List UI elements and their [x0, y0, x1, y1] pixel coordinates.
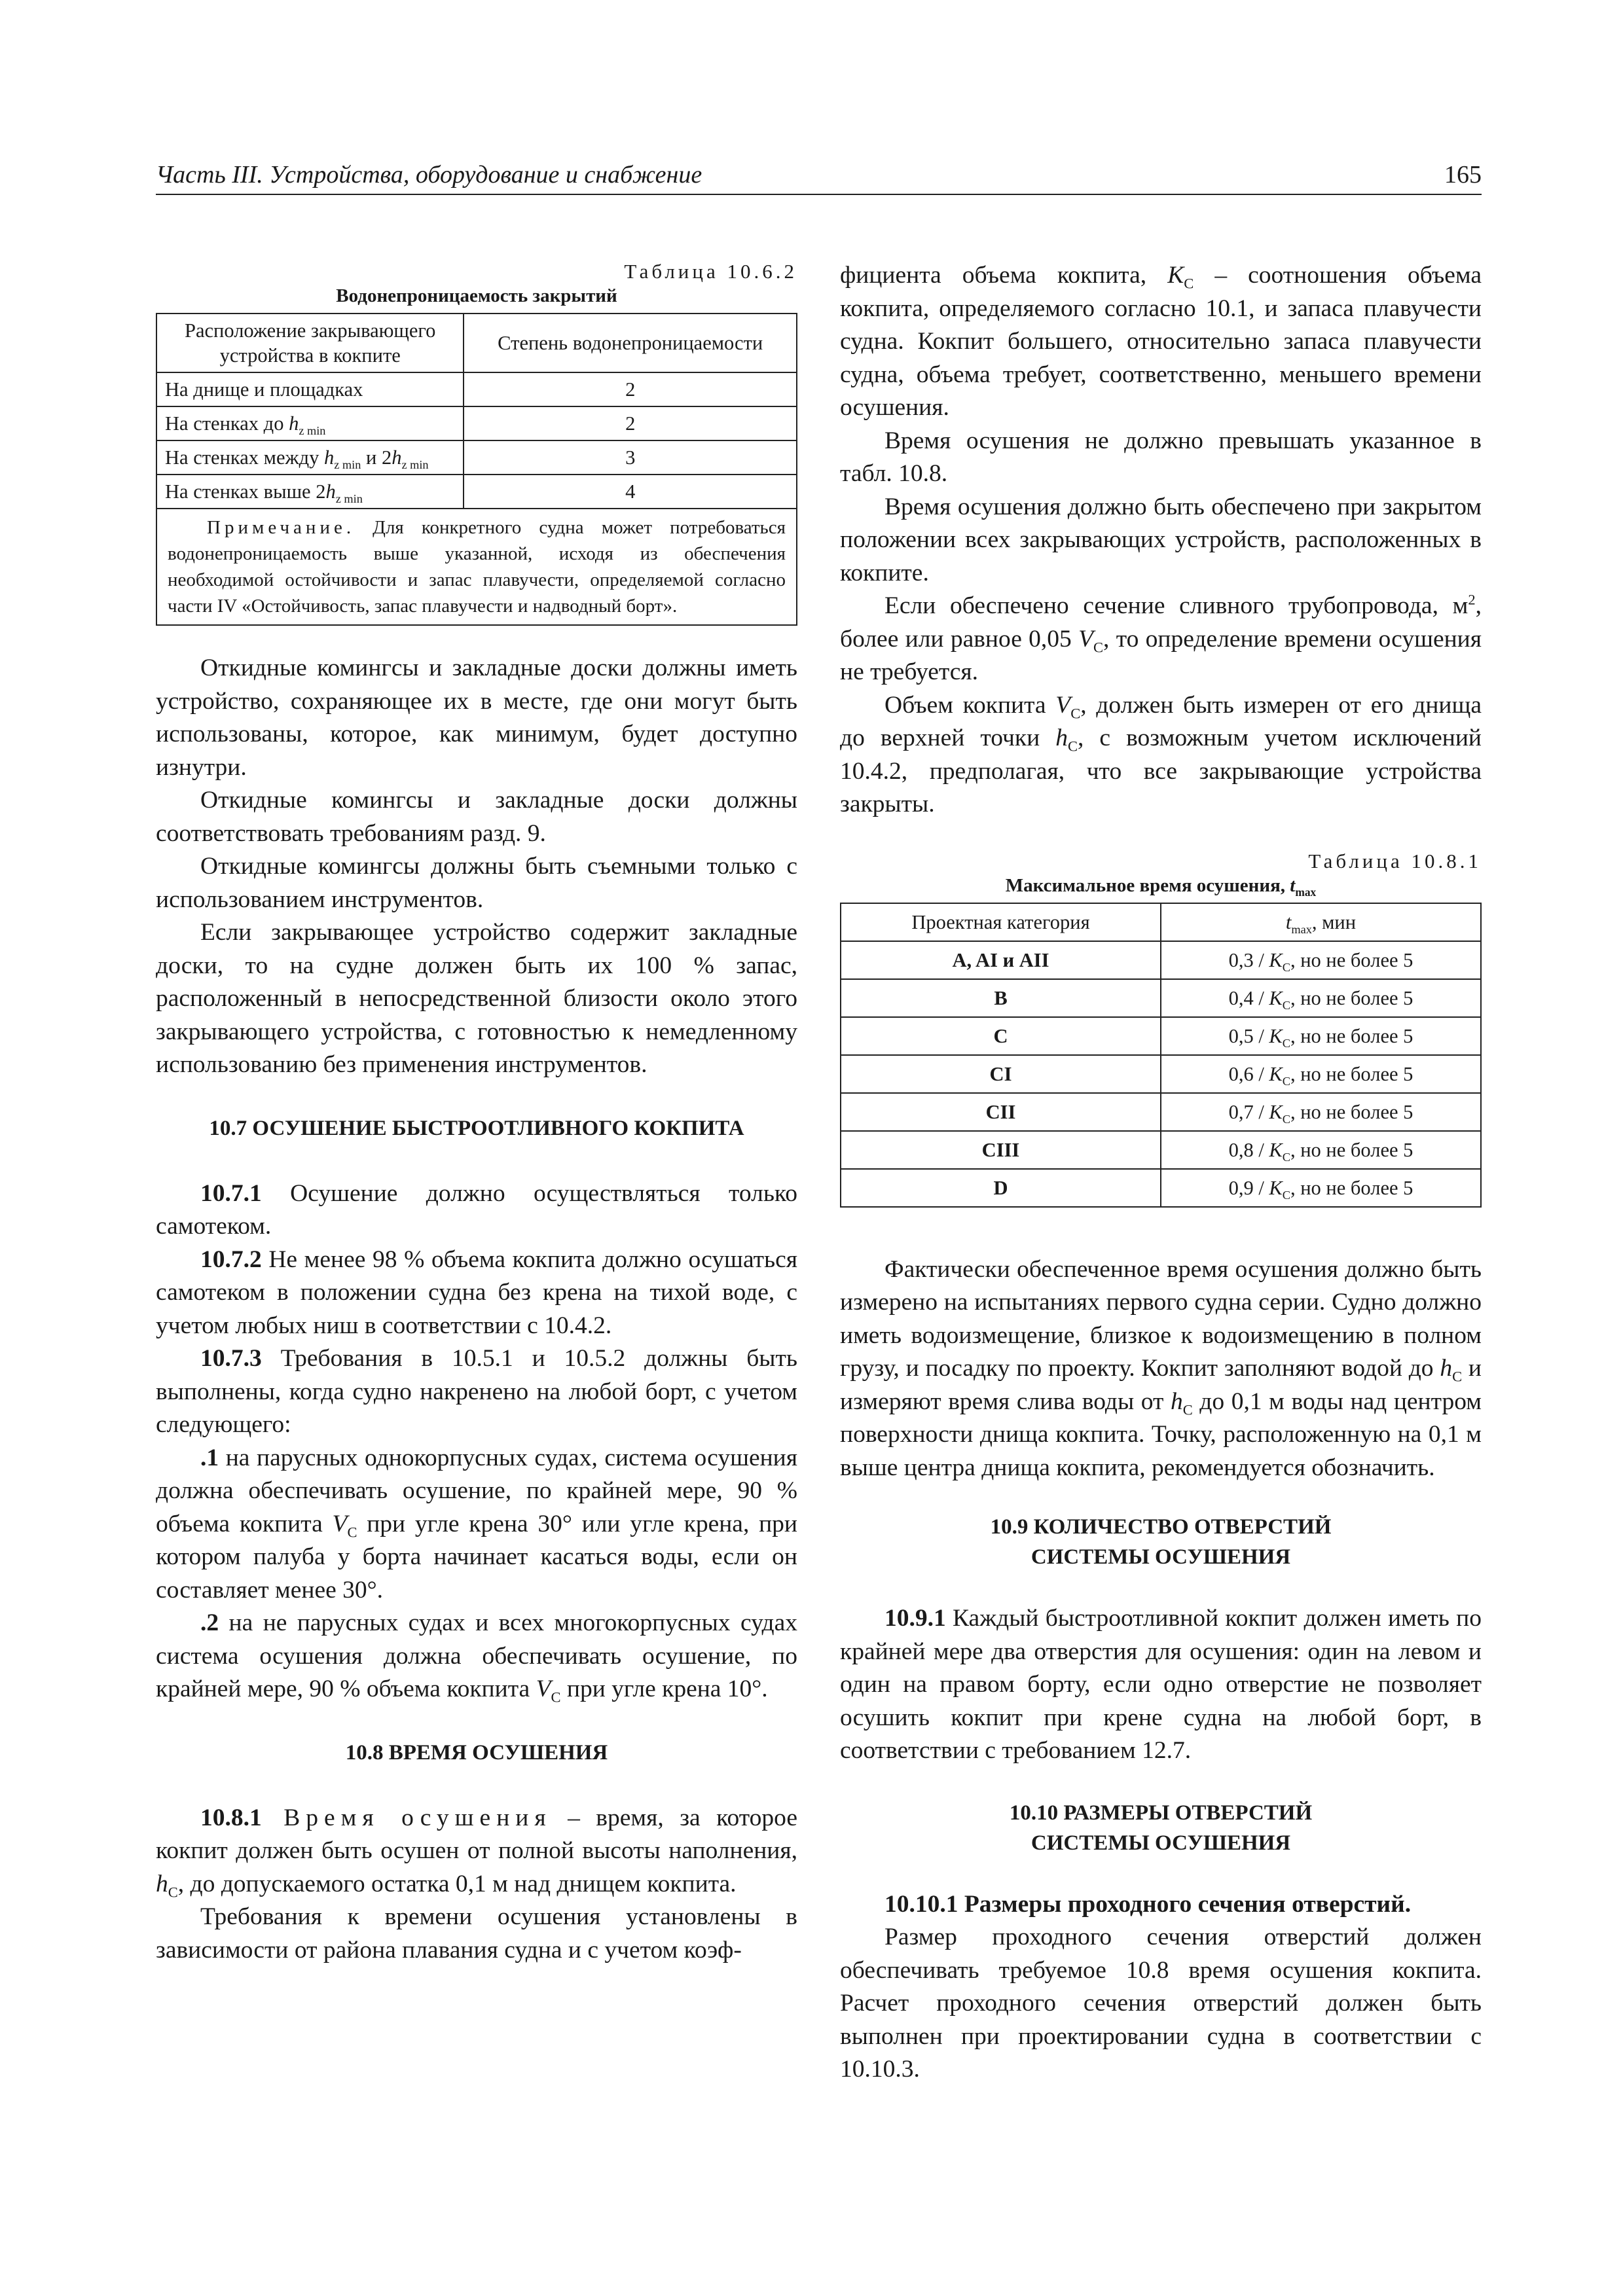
section-heading-10-9: 10.9 КОЛИЧЕСТВО ОТВЕРСТИЙ СИСТЕМЫ ОСУШЕНИЯ: [990, 1515, 1332, 1569]
location-cell: На стенках до $h_{z min}$: [156, 406, 464, 440]
table-row: [156, 372, 797, 406]
column-header: Расположение закрывающего устройства в кокпите: [156, 314, 464, 372]
table-row: [156, 475, 797, 509]
category-cell: CIII: [841, 1131, 1161, 1169]
table-row: [841, 979, 1481, 1017]
table-title: Водонепроницаемость закрытий: [336, 285, 617, 306]
page-number: 165: [1444, 161, 1482, 188]
watertightness-table: [156, 313, 797, 626]
paragraph: Время осушения не должно превышать указанное в табл. 10.8.: [840, 427, 1482, 487]
table-row: [841, 941, 1481, 979]
max-drain-time-table: [840, 903, 1482, 1208]
section-heading-10-10: 10.10 РАЗМЕРЫ ОТВЕРСТИЙ СИСТЕМЫ ОСУШЕНИЯ: [1009, 1801, 1313, 1855]
table-header-row: [156, 314, 797, 372]
category-cell: CI: [841, 1055, 1161, 1093]
table-row: [841, 1131, 1481, 1169]
degree-cell: 2: [464, 406, 797, 440]
category-cell: CII: [841, 1093, 1161, 1131]
degree-cell: 3: [464, 440, 797, 475]
location-cell: На стенках между $h_{z min}$ и $2h_{z min}$: [156, 440, 464, 475]
left-column: [156, 259, 797, 1967]
running-title: Часть III. Устройства, оборудование и снабжение: [156, 161, 702, 188]
header-rule: [156, 194, 1482, 195]
time-cell: $0,4 / K_C$, но не более 5: [1161, 979, 1481, 1017]
paragraph: Размер проходного сечения отверстий должен обеспечивать требуемое 10.8 время осушения кокпита. Расчет проходного сечения отверстий должен быть выполнен при проектировании судна в соответствии с 10.10.3.: [840, 1924, 1482, 2083]
degree-cell: 4: [464, 475, 797, 509]
paragraph: Объем кокпита $V_C$, должен быть измерен от его днища до верхней точки $h_C$, с возможным учетом исключений 10.4.2, предполагая, что все закрывающие устройства закрыты.: [840, 691, 1482, 817]
location-cell: На стенках выше $2h_{z min}$: [156, 475, 464, 509]
list-item-2: .2 на не парусных судах и всех многокорпусных судах система осушения должна обеспечивать осушение, по крайней мере, 90 % объема кокпита $V_C$ при угле крена 10°.: [156, 1609, 797, 1706]
table-note-row: [156, 509, 797, 625]
category-cell: A, AI и AII: [841, 941, 1161, 979]
table-caption: Таблица 10.8.1: [1308, 849, 1482, 872]
paragraph-continued: фициента объема кокпита, $K_C$ – соотношения объема кокпита, определяемого согласно 10.1, и запаса плавучести судна. Кокпит большего, относительно запаса плавучести судна, объема требует, соответственно, меньшего времени осушения.: [840, 262, 1482, 421]
clause-10-7-1: 10.7.1 Осушение должно осуществляться только самотеком.: [156, 1179, 797, 1240]
category-cell: D: [841, 1169, 1161, 1207]
clause-10-7-3: 10.7.3 Требования в 10.5.1 и 10.5.2 должны быть выполнены, когда судно накренено на любой борт, с учетом следующего:: [156, 1345, 797, 1438]
column-header: Проектная категория: [841, 903, 1161, 941]
table-caption: Таблица 10.6.2: [624, 260, 797, 283]
paragraph: Если обеспечено сечение сливного трубопровода, $м^2$, более или равное 0,05 $V_C$, то определение времени осушения не требуется.: [840, 591, 1482, 685]
clause-10-10-1-heading: 10.10.1 Размеры проходного сечения отверстий.: [884, 1890, 1412, 1918]
time-cell: $0,6 / K_C$, но не более 5: [1161, 1055, 1481, 1093]
category-cell: C: [841, 1017, 1161, 1055]
page-header: [156, 154, 1482, 195]
clause-10-9-1: 10.9.1 Каждый быстроотливной кокпит должен иметь по крайней мере два отверстия для осушения: один на левом и один на правом борту, если одно отверстие не позволяет осушить кокпит при крене судна на любой борт, в соответствии с требованием 12.7.: [840, 1605, 1482, 1764]
table-row: [841, 1169, 1481, 1207]
degree-cell: 2: [464, 372, 797, 406]
time-cell: $0,5 / K_C$, но не более 5: [1161, 1017, 1481, 1055]
paragraph: Откидные комингсы и закладные доски должны иметь устройство, сохраняющее их в месте, где они могут быть использованы, которое, как минимум, будет доступно изнутри.: [156, 655, 797, 781]
table-note: [156, 509, 797, 625]
table-row: [841, 1093, 1481, 1131]
paragraph: Если закрывающее устройство содержит закладные доски, то на судне должен быть их 100 % запас, расположенный в непосредственной близости около этого закрывающего устройства, с готовностью к немедленному использованию без применения инструментов.: [156, 919, 797, 1078]
paragraph: Время осушения должно быть обеспечено при закрытом положении всех закрывающих устройств, расположенных в кокпите.: [840, 493, 1482, 586]
table-row: [156, 440, 797, 475]
time-cell: $0,9 / K_C$, но не более 5: [1161, 1169, 1481, 1207]
paragraph: Откидные комингсы и закладные доски должны соответствовать требованиям разд. 9.: [156, 787, 797, 847]
location-cell: На днище и площадках: [156, 372, 464, 406]
column-header: Степень водонепроницаемости: [464, 314, 797, 372]
paragraph: Требования к времени осушения установлены в зависимости от района плавания судна и с учетом коэф-: [156, 1903, 797, 1964]
table-row: [156, 406, 797, 440]
column-header: $t_{max}$, мин: [1161, 903, 1481, 941]
note-label: Примечание.: [207, 517, 356, 538]
clause-10-8-1: 10.8.1 Время осушения – время, за которое кокпит должен быть осушен от полной высоты наполнения, $h_C$, до допускаемого остатка 0,1 м над днищем кокпита.: [156, 1804, 797, 1900]
category-cell: B: [841, 979, 1161, 1017]
table-header-row: [841, 903, 1481, 941]
table-title: Максимальное время осушения, $t_{max}$: [1005, 874, 1317, 899]
clause-10-7-2: 10.7.2 Не менее 98 % объема кокпита должно осушаться самотеком в положении судна без крена на тихой воде, с учетом любых ниш в соответствии с 10.4.2.: [156, 1246, 797, 1339]
section-heading-10-8: 10.8 ВРЕМЯ ОСУШЕНИЯ: [345, 1740, 608, 1765]
right-column: [840, 259, 1482, 2087]
time-cell: $0,3 / K_C$, но не более 5: [1161, 941, 1481, 979]
note-text: Для конкретного судна может потребоваться водонепроницаемость выше указанной, исходя из обеспечения необходимой остойчивости и запас плавучести, определяемой согласно части IV «Остойчивость, запас плавучести и надводный борт».: [168, 517, 786, 617]
time-cell: $0,7 / K_C$, но не более 5: [1161, 1093, 1481, 1131]
paragraph: Откидные комингсы должны быть съемными только с использованием инструментов.: [156, 853, 797, 913]
table-row: [841, 1055, 1481, 1093]
table-row: [841, 1017, 1481, 1055]
time-cell: $0,8 / K_C$, но не более 5: [1161, 1131, 1481, 1169]
paragraph: Фактически обеспеченное время осушения должно быть измерено на испытаниях первого судна серии. Судно должно иметь водоизмещение, близкое к водоизмещению в полном грузу, и посадку по проекту. Кокпит заполняют водой до $h_C$ и измеряют время слива воды от $h_C$ до 0,1 м воды над центром поверхности днища кокпита. Точку, расположенную на 0,1 м выше центра днища кокпита, рекомендуется обозначить.: [840, 1255, 1482, 1481]
section-heading-10-7: 10.7 ОСУШЕНИЕ БЫСТРООТЛИВНОГО КОКПИТА: [209, 1116, 744, 1140]
list-item-1: .1 на парусных однокорпусных судах, система осушения должна обеспечивать осушение, по крайней мере, 90 % объема кокпита $V_C$ при угле крена 30° или угле крена, при котором палуба у борта начинает касаться воды, если он составляет менее 30°.: [156, 1444, 797, 1604]
